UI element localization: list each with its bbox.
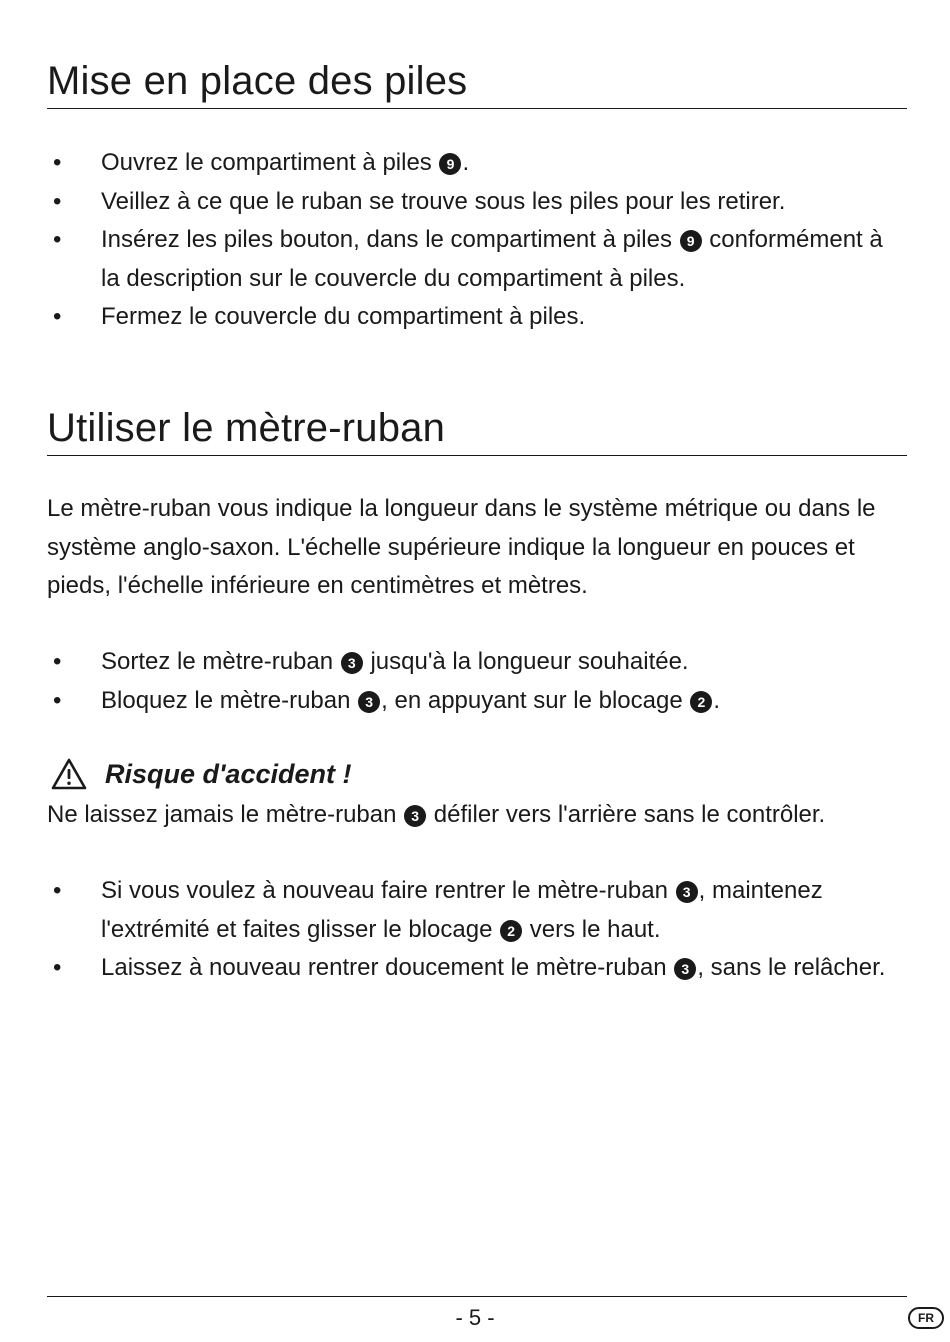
part-number-badge: 9 [439,153,461,175]
warning-triangle-icon [51,758,87,790]
intro-paragraph: Le mètre-ruban vous indique la longueur dans le système métrique ou dans le système anglo-saxon. L'échelle supérieure indique la longueur en pouces et pieds, l'échelle inférieure en centimètres et mètres. [47,495,876,599]
list-item: • Insérez les piles bouton, dans le compartiment à piles 9 conformément à la description sur le couvercle du compartiment à piles. [47,221,907,298]
bullet: • [53,954,62,981]
warning-title: Risque d'accident ! [105,759,352,789]
part-number-badge: 3 [404,805,426,827]
part-number-badge: 3 [358,691,380,713]
list-item: • Bloquez le mètre-ruban 3 , en appuyant sur le blocage 2 . [47,682,907,721]
list-item: • Laissez à nouveau rentrer doucement le mètre-ruban 3 , sans le relâcher. [47,949,907,988]
footer-divider [47,1296,907,1297]
section-title-tape-measure: Utiliser le mètre-ruban [47,404,907,456]
part-number-badge: 9 [680,230,702,252]
part-number-badge: 3 [676,881,698,903]
part-number-badge: 3 [674,958,696,980]
part-number-badge: 2 [500,920,522,942]
language-badge: FR [908,1307,944,1329]
list-item: • Si vous voulez à nouveau faire rentrer le mètre-ruban 3 , maintenez l'extrémité et faites glisser le blocage 2 vers le haut. [47,872,907,949]
bullet: • [53,686,62,714]
list-item: • Ouvrez le compartiment à piles 9 . [47,144,907,183]
page-number: - 5 - [455,1305,495,1330]
usage-steps-list [47,643,907,720]
bullet: • [53,149,62,176]
list-item: • Fermez le couvercle du compartiment à piles. [47,298,907,337]
section-title-batteries: Mise en place des piles [47,57,907,109]
list-item: • Sortez le mètre-ruban 3 jusqu'à la longueur souhaitée. [47,643,907,682]
part-number-badge: 3 [341,652,363,674]
bullet: • [53,187,62,215]
warning-heading [51,755,351,793]
retract-steps-list [47,872,907,988]
part-number-badge: 2 [690,691,712,713]
bullet: • [53,877,62,904]
bullet: • [53,303,62,330]
warning-text: Ne laissez jamais le mètre-ruban 3 défiler vers l'arrière sans le contrôler. [47,801,826,828]
battery-steps-list [47,144,907,337]
bullet: • [53,226,62,253]
bullet: • [53,648,62,675]
list-item: • Veillez à ce que le ruban se trouve sous les piles pour les retirer. [47,183,907,222]
